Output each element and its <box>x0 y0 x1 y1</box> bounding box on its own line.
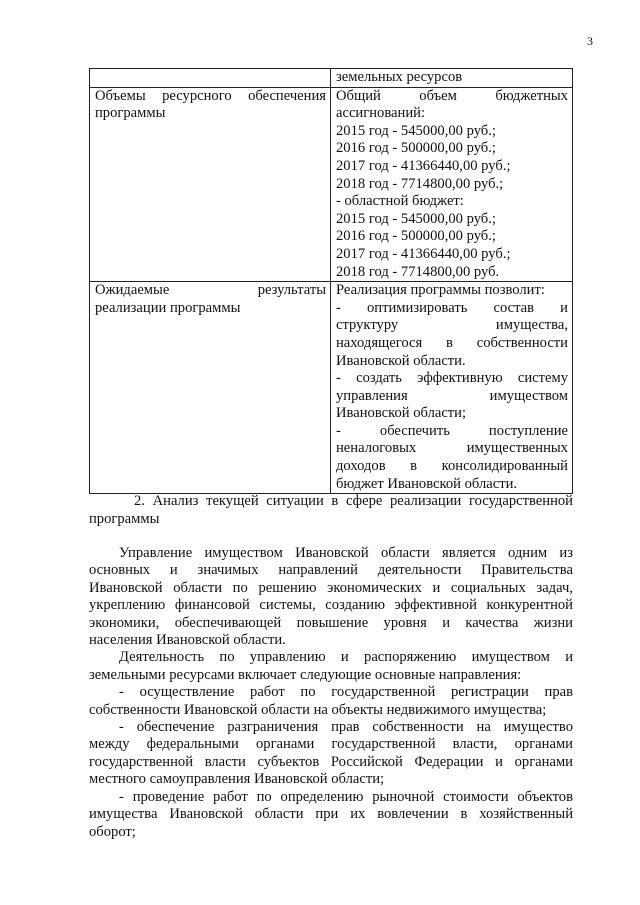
section-title: 2. Анализ текущей ситуации в сфере реализации государственной программы <box>89 493 573 527</box>
paragraph-line: имущества Ивановской области при их вовлечении в хозяйственный <box>89 806 573 823</box>
results-value-line: неналоговых имущественных <box>336 440 568 457</box>
resources-value-line: 2016 год - 500000,00 руб.; <box>336 228 496 245</box>
paragraph-line: государственной власти субъектов Российской Федерации и органами <box>89 753 573 770</box>
paragraph-line: оборот; <box>89 823 136 840</box>
results-value-line: - создать эффективную систему <box>336 370 568 387</box>
paragraph-line: земельными ресурсами включает следующие основные направления: <box>89 666 522 683</box>
results-value-line: управления имуществом <box>336 387 568 404</box>
table-cell-land-resources: земельных ресурсов <box>331 69 573 88</box>
page-number: 3 <box>587 34 593 48</box>
paragraph-line: между федеральными органами государственной власти, органами <box>89 736 573 753</box>
table-row <box>90 69 573 88</box>
paragraph-line: Управление имуществом Ивановской области является одним из <box>119 545 573 561</box>
paragraph-line: населения Ивановской области. <box>89 632 286 649</box>
paragraph-line: укреплению финансовой системы, созданию эффективной конкурентной <box>89 597 573 614</box>
table-cell-empty <box>90 69 331 88</box>
resources-value-line: Общий объем бюджетных <box>336 87 568 104</box>
paragraph-line: основных и значимых направлений деятельности Правительства <box>89 562 573 579</box>
results-value-line: находящегося в собственности <box>336 334 568 351</box>
resources-value-line: ассигнований: <box>336 105 425 122</box>
resources-value-line: 2017 год - 41366440,00 руб.; <box>336 245 511 262</box>
results-label-cell <box>90 282 331 494</box>
resources-value-line: 2018 год - 7714800,00 руб.; <box>336 175 504 192</box>
paragraph-line: Ивановской области по решению экономических и социальных задач, <box>89 579 573 596</box>
table-row-expected-results <box>90 282 573 494</box>
paragraph-line: экономики, обеспечивающей повышение уровня и качества жизни <box>89 614 573 631</box>
paragraph-line: собственности Ивановской области на объекты недвижимого имущества; <box>89 701 547 718</box>
results-label-line: реализации программы <box>95 299 241 316</box>
resources-value-line: 2015 год - 545000,00 руб.; <box>336 122 496 139</box>
results-value-line: Реализация программы позволит: <box>336 282 545 299</box>
resources-value-line: 2018 год - 7714800,00 руб. <box>336 263 500 280</box>
paragraph-line: Деятельность по управлению и распоряжению имуществом и <box>119 649 573 666</box>
program-passport-table <box>89 68 573 494</box>
results-value-line: структуру имущества, <box>336 317 568 334</box>
resources-value-line: 2016 год - 500000,00 руб.; <box>336 140 496 157</box>
paragraph-line: - обеспечение разграничения прав собственности на имущество <box>119 719 573 736</box>
paragraph-line: - проведение работ по определению рыночной стоимости объектов <box>119 788 573 805</box>
results-value-line: Ивановской области; <box>336 405 467 422</box>
results-value-line: бюджет Ивановской области. <box>336 475 518 492</box>
resources-value-cell <box>331 87 573 282</box>
table-row-resources <box>90 87 573 282</box>
resources-label-line: Объемы ресурсного обеспечения <box>95 87 326 104</box>
results-value-line: - обеспечить поступление <box>336 422 568 439</box>
results-value-cell <box>331 282 573 494</box>
results-value-line: доходов в консолидированный <box>336 458 568 475</box>
resources-label-cell <box>90 87 331 282</box>
results-value-line: - оптимизировать состав и <box>336 299 568 316</box>
paragraph-line: местного самоуправления Ивановской области; <box>89 771 385 788</box>
resources-value-line: 2017 год - 41366440,00 руб.; <box>336 157 511 174</box>
paragraph-line: - осуществление работ по государственной регистрации прав <box>119 684 573 701</box>
body-text <box>89 545 573 841</box>
results-value-line: Ивановской области. <box>336 352 466 369</box>
resources-value-line: 2015 год - 545000,00 руб.; <box>336 210 496 227</box>
resources-label-line: программы <box>95 105 166 122</box>
resources-value-line: - областной бюджет: <box>336 193 464 210</box>
results-label-line: Ожидаемые результаты <box>95 282 326 299</box>
